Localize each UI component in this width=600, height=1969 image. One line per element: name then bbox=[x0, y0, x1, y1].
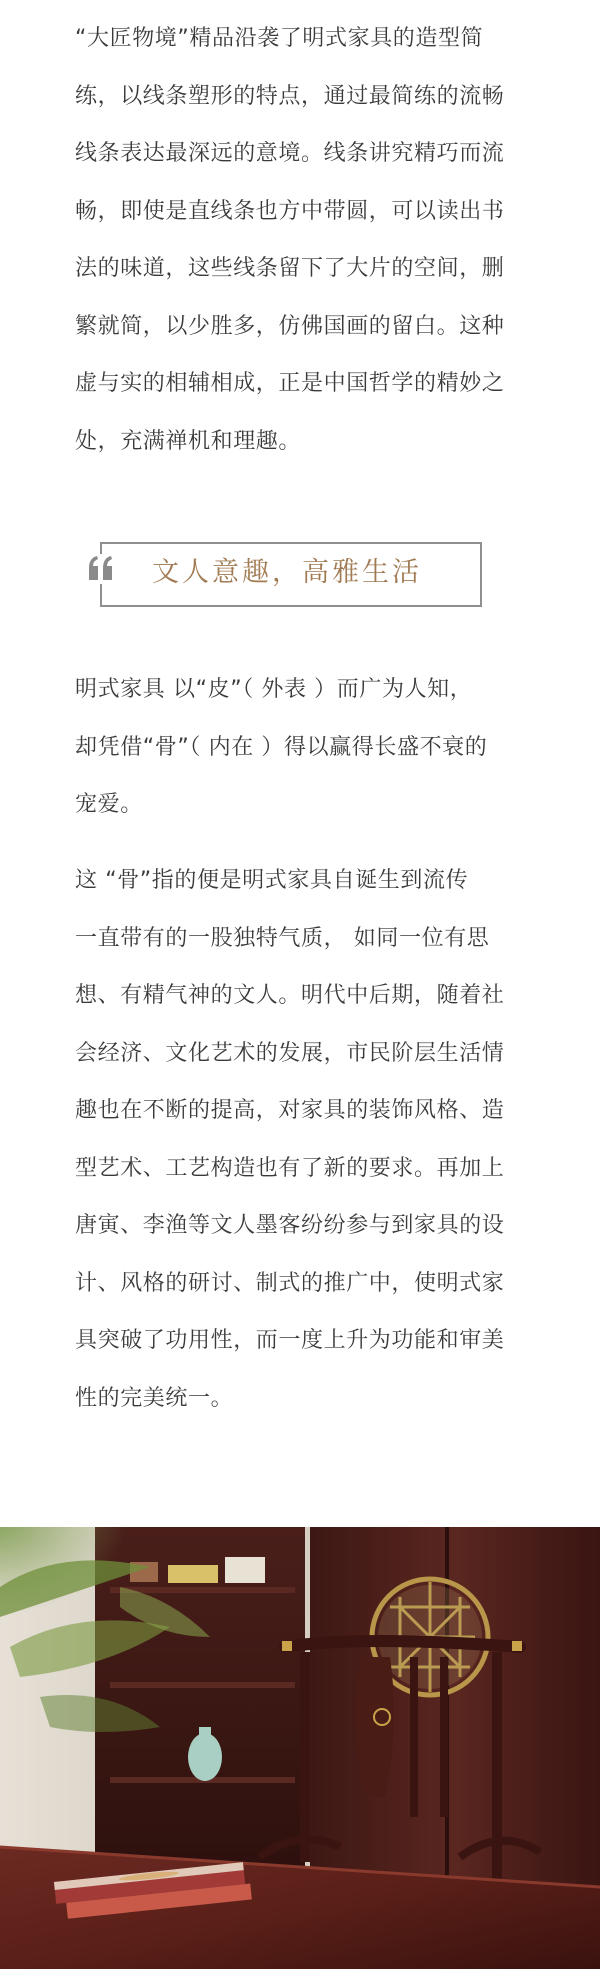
text-line: 这 “骨”指的便是明式家具自诞生到流传 bbox=[75, 868, 469, 893]
text-line: 繁就简，以少胜多，仿佛国画的留白。这种 bbox=[75, 313, 505, 339]
text-line: 处，充满禅机和理趣。 bbox=[75, 428, 302, 454]
text-line: 性的完美统一。 bbox=[75, 1385, 234, 1411]
text-line: 想、有精气神的文人。明代中后期，随着社 bbox=[75, 983, 505, 1008]
text-line: “大匠物境”精品沿袭了明式家具的造型简 bbox=[75, 26, 484, 51]
paragraph-third bbox=[75, 852, 525, 1427]
quote-mark-icon bbox=[87, 554, 115, 584]
paragraph-second bbox=[75, 661, 525, 834]
text-line: 却凭借“骨”（ 内在 ）得以赢得长盛不衰的 bbox=[75, 734, 488, 760]
text-line: 畅，即使是直线条也方中带圆，可以读出书 bbox=[75, 198, 505, 224]
text-line: 计、风格的研讨、制式的推广中，使明式家 bbox=[75, 1270, 505, 1296]
text-line: 会经济、文化艺术的发展，市民阶层生活情 bbox=[75, 1040, 505, 1066]
section-heading-text: 文人意趣，高雅生活 bbox=[152, 557, 422, 588]
ming-style-furniture-photo bbox=[0, 1527, 600, 1969]
text-line: 唐寅、李渔等文人墨客纷纷参与到家具的设 bbox=[75, 1213, 505, 1238]
text-line: 线条表达最深远的意境。线条讲究精巧而流 bbox=[75, 141, 505, 166]
text-line: 宠爱。 bbox=[75, 792, 143, 817]
text-line: 一直带有的一股独特气质， 如同一位有思 bbox=[75, 925, 490, 951]
paragraph-intro bbox=[75, 10, 525, 470]
text-line: 法的味道，这些线条留下了大片的空间，删 bbox=[75, 256, 505, 281]
text-line: 型艺术、工艺构造也有了新的要求。再加上 bbox=[75, 1155, 505, 1181]
section-heading bbox=[87, 542, 480, 607]
text-line: 趣也在不断的提高，对家具的装饰风格、造 bbox=[75, 1098, 505, 1123]
text-line: 练，以线条塑形的特点，通过最简练的流畅 bbox=[75, 83, 505, 109]
text-line: 明式家具 以“皮”（ 外表 ）而广为人知， bbox=[75, 677, 473, 702]
text-line: 虚与实的相辅相成，正是中国哲学的精妙之 bbox=[75, 371, 505, 396]
text-line: 具突破了功用性，而一度上升为功能和审美 bbox=[75, 1328, 505, 1353]
